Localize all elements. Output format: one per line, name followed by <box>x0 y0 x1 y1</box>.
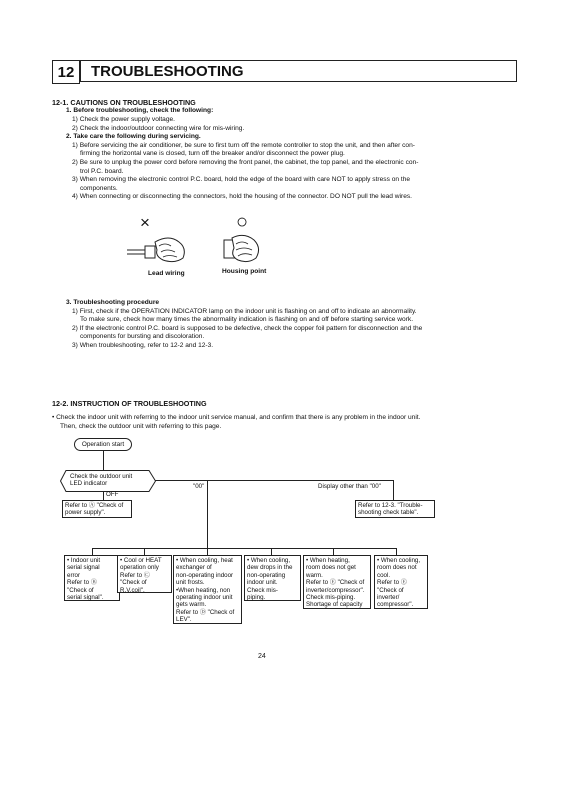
flow-connector <box>92 548 93 555</box>
flow-case-line: exchanger of <box>176 564 212 572</box>
flow-case-line: "Check of <box>377 586 404 594</box>
procedure-line: 1) First, check if the OPERATION INDICATOR lamp on the indoor unit is flashing on and off to indicate an abnormality. <box>72 307 417 315</box>
procedure-line: 2) If the electronic control P.C. board is supposed to be defective, check the copper foil pattern for disconnection and the <box>72 324 423 332</box>
cautions-line: 2) Be sure to unplug the power cord before removing the front panel, the cabinet, the top panel, and the electronic con- <box>72 159 419 166</box>
flow-case-box <box>117 555 172 593</box>
flow-other-label: Display other than "00" <box>318 483 381 490</box>
flow-case-line: operation only <box>120 564 159 572</box>
flow-connector <box>103 451 104 470</box>
flow-right-ref <box>355 500 435 518</box>
flow-case-line: • Cool or HEAT <box>120 557 162 564</box>
flow-case-line: room does not get <box>306 564 356 572</box>
flow-case-line: compressor". <box>377 601 414 609</box>
page-number: 24 <box>258 653 266 660</box>
flow-case-line: operating indoor unit <box>176 594 233 602</box>
procedure-line: 3) When troubleshooting, refer to 12-2 and 12-3. <box>72 342 214 349</box>
instruction-line: Then, check the outdoor unit with referring to this page. <box>60 422 222 430</box>
flow-case-line: • When heating, <box>306 557 350 564</box>
cautions-line: trol P.C. board. <box>80 167 124 175</box>
flow-case-line: indoor unit. <box>247 579 278 587</box>
flow-check-text: LED indicator <box>70 480 108 488</box>
flow-connector <box>271 548 272 555</box>
section-number: 12 <box>52 60 80 84</box>
flow-case-line: •When heating, non <box>176 586 231 594</box>
flow-case-line: • When cooling, <box>377 557 421 564</box>
flow-case-line: Refer to Ⓒ <box>120 571 150 579</box>
flow-case-line: • Indoor unit <box>67 557 101 564</box>
cautions-line: 1) Before servicing the air conditioner, be sure to first turn off the remote controller to stop the unit, and then after con- <box>72 141 415 149</box>
flow-case-box <box>173 555 242 624</box>
cautions-line: firming the horizontal vane is closed, turn off the breaker and/or disconnect the power plug. <box>80 150 345 158</box>
flow-start: Operation start <box>74 438 132 451</box>
flow-case-line: LEV". <box>176 616 192 624</box>
flow-case-line: non-operating indoor <box>176 571 234 579</box>
flow-right-ref-line: shooting check table". <box>358 509 419 517</box>
cautions-line: components. <box>80 184 118 192</box>
flow-case-line: Refer to Ⓓ "Check of <box>176 608 235 616</box>
procedure-heading: 3. Troubleshooting procedure <box>66 299 160 306</box>
cautions-heading-2: 2. Take care the following during servicing. <box>66 133 201 141</box>
flow-case-line: Check mis-piping. <box>306 594 356 602</box>
flow-connector <box>207 548 208 555</box>
flow-connector <box>103 492 104 500</box>
flow-connector <box>396 548 397 555</box>
flow-case-box <box>303 555 371 609</box>
cautions-item: 2) Check the indoor/outdoor connecting wire for mis-wiring. <box>72 124 245 132</box>
flow-connector <box>92 548 397 549</box>
flow-connector <box>393 480 394 500</box>
flow-connector <box>207 480 208 548</box>
flow-case-line: • When cooling, heat <box>176 557 233 564</box>
flow-case-line: Shortage of capacity <box>306 601 363 609</box>
flow-case-line: piping. <box>247 594 266 602</box>
flow-connector <box>155 480 393 481</box>
flow-case-line: room does not <box>377 564 417 572</box>
flow-case-line: Check mis- <box>247 586 278 594</box>
wrong-mark-icon: × <box>140 213 150 232</box>
cautions-item: 1) Check the power supply voltage. <box>72 116 175 123</box>
flow-case-line: gets warm. <box>176 601 207 609</box>
cautions-line: 4) When connecting or disconnecting the connectors, hold the housing of the connector. DO NOT pull the lead wires. <box>72 193 413 201</box>
instruction-line: • Check the indoor unit with referring to the indoor unit service manual, and confirm that there is any problem in the indoor unit. <box>52 414 421 421</box>
lead-wiring-caption: Lead wiring <box>148 270 185 277</box>
flow-case-box <box>244 555 301 601</box>
flow-left-ref-line: Refer to Ⓐ "Check of <box>65 502 124 509</box>
flow-right-ref-line: Refer to 12-3. "Trouble- <box>358 502 423 509</box>
flow-case-line: non-operating <box>247 571 286 579</box>
cautions-line: 3) When removing the electronic control P.C. board, hold the edge of the board with care NOT to apply stress on the <box>72 176 411 184</box>
section-title: TROUBLESHOOTING <box>80 60 517 82</box>
flow-case-line: cool. <box>377 571 391 579</box>
procedure-line: components for bursting and discoloration. <box>80 333 205 341</box>
right-mark-icon: ○ <box>236 211 249 233</box>
flow-case-line: dew drops in the <box>247 564 293 572</box>
flow-case-line: unit frosts. <box>176 579 205 587</box>
flow-case-line: Refer to Ⓔ "Check of <box>306 579 365 587</box>
cautions-heading-1: 1. Before troubleshooting, check the following: <box>66 107 214 114</box>
flow-left-ref-line: power supply". <box>65 509 106 517</box>
flow-case-box <box>64 555 120 601</box>
flow-case-line: "Check of <box>67 586 94 594</box>
flow-case-line: inverter/ <box>377 594 400 602</box>
flow-left-ref <box>62 500 132 518</box>
flow-case-line: R.V.coil". <box>120 586 145 594</box>
flow-check-text: Check the outdoor unit <box>70 473 133 480</box>
flow-case-line: Refer to Ⓔ <box>377 579 407 587</box>
flow-case-line: inverter/compressor". <box>306 586 365 594</box>
flow-connector <box>144 548 145 555</box>
flow-case-line: Refer to Ⓑ <box>67 579 97 587</box>
procedure-line: To make sure, check how many times the abnormality indication is flashing on and off before starting service work. <box>80 316 414 324</box>
flow-case-line: "Check of <box>120 579 147 587</box>
subsection-title-cautions: 12-1. CAUTIONS ON TROUBLESHOOTING <box>52 98 196 107</box>
flow-off-label: OFF <box>106 491 119 498</box>
subsection-title-instruction: 12-2. INSTRUCTION OF TROUBLESHOOTING <box>52 399 207 408</box>
flow-connector <box>333 548 334 555</box>
flow-case-line: error <box>67 571 81 579</box>
housing-point-hand-icon <box>218 232 286 264</box>
flow-case-line: serial signal". <box>67 594 104 602</box>
housing-point-caption: Housing point <box>222 268 267 275</box>
flow-case-line: • When cooling, <box>247 557 291 564</box>
flow-case-line: warm. <box>306 571 323 579</box>
flow-case-line: serial signal <box>67 564 100 572</box>
flow-case-box <box>374 555 428 609</box>
flow-00-label: "00" <box>193 483 205 490</box>
lead-wiring-hand-icon <box>125 232 193 264</box>
